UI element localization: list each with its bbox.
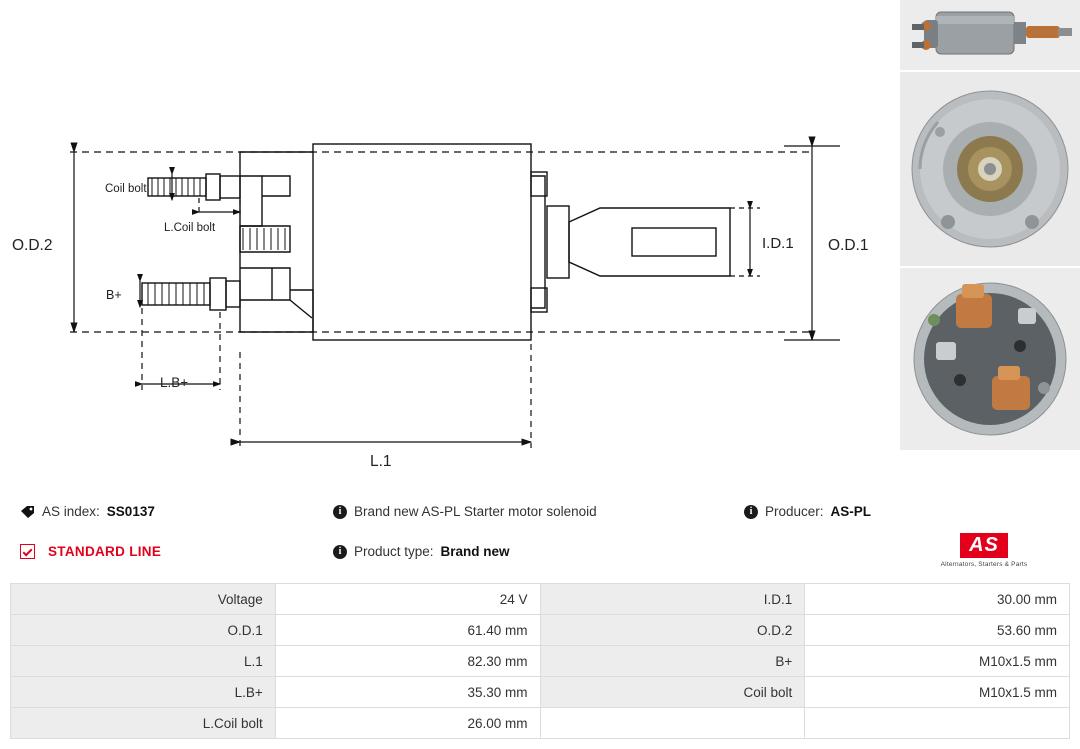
checkbox-icon	[20, 544, 35, 559]
label-od1: O.D.1	[828, 237, 869, 254]
tag-icon	[20, 505, 35, 519]
spec-value: 35.30 mm	[275, 677, 540, 708]
product-type-label: Product type:	[354, 544, 434, 559]
info-block	[0, 500, 1080, 570]
spec-key: L.1	[11, 646, 276, 677]
standard-line-badge	[20, 544, 161, 559]
logo-subtitle: Alternators, Starters & Parts	[940, 561, 1028, 568]
logo-mark: AS	[960, 533, 1008, 558]
spec-key-empty	[540, 708, 805, 739]
spec-value: M10x1.5 mm	[805, 677, 1070, 708]
spec-key: L.B+	[11, 677, 276, 708]
spec-value: 26.00 mm	[275, 708, 540, 739]
table-row	[11, 615, 1070, 646]
spec-key: O.D.2	[540, 615, 805, 646]
table-row	[11, 677, 1070, 708]
info-icon: i	[333, 545, 347, 559]
product-photos	[900, 0, 1080, 495]
spec-value: 82.30 mm	[275, 646, 540, 677]
solenoid-side-view-photo[interactable]	[900, 0, 1080, 70]
table-row	[11, 646, 1070, 677]
spec-key: O.D.1	[11, 615, 276, 646]
spec-key: B+	[540, 646, 805, 677]
as-index	[20, 504, 155, 519]
table-row	[11, 708, 1070, 739]
label-l1: L.1	[370, 453, 392, 470]
producer-value: AS-PL	[830, 504, 872, 519]
spec-value: 30.00 mm	[805, 584, 1070, 615]
product-description-text: Brand new AS-PL Starter motor solenoid	[354, 504, 597, 519]
label-b-plus: B+	[106, 288, 122, 302]
spec-value: 24 V	[275, 584, 540, 615]
producer-label: Producer:	[765, 504, 824, 519]
solenoid-terminal-view-photo[interactable]	[900, 268, 1080, 450]
producer	[744, 504, 871, 519]
spec-key: I.D.1	[540, 584, 805, 615]
label-l-coil-bolt: L.Coil bolt	[164, 222, 216, 234]
product-description	[333, 504, 597, 519]
info-icon: i	[744, 505, 758, 519]
spec-key: L.Coil bolt	[11, 708, 276, 739]
as-index-value: SS0137	[106, 504, 155, 519]
info-row-2	[0, 540, 1080, 570]
spec-value: 53.60 mm	[805, 615, 1070, 646]
as-pl-logo	[924, 533, 1044, 573]
label-od2: O.D.2	[12, 237, 53, 254]
as-index-label: AS index:	[42, 504, 100, 519]
specifications-table	[10, 583, 1070, 739]
spec-value: M10x1.5 mm	[805, 646, 1070, 677]
info-row-1	[0, 500, 1080, 530]
product-type-value: Brand new	[440, 544, 510, 559]
label-coil-bolt: Coil bolt	[105, 183, 147, 195]
spec-key: Voltage	[11, 584, 276, 615]
spec-value: 61.40 mm	[275, 615, 540, 646]
product-type	[333, 544, 510, 559]
standard-line-label: STANDARD LINE	[48, 544, 162, 559]
spec-value-empty	[805, 708, 1070, 739]
spec-key: Coil bolt	[540, 677, 805, 708]
label-id1: I.D.1	[762, 235, 794, 252]
solenoid-front-view-photo[interactable]	[900, 72, 1080, 266]
table-row	[11, 584, 1070, 615]
info-icon: i	[333, 505, 347, 519]
label-l-b-plus: L.B+	[160, 375, 189, 390]
